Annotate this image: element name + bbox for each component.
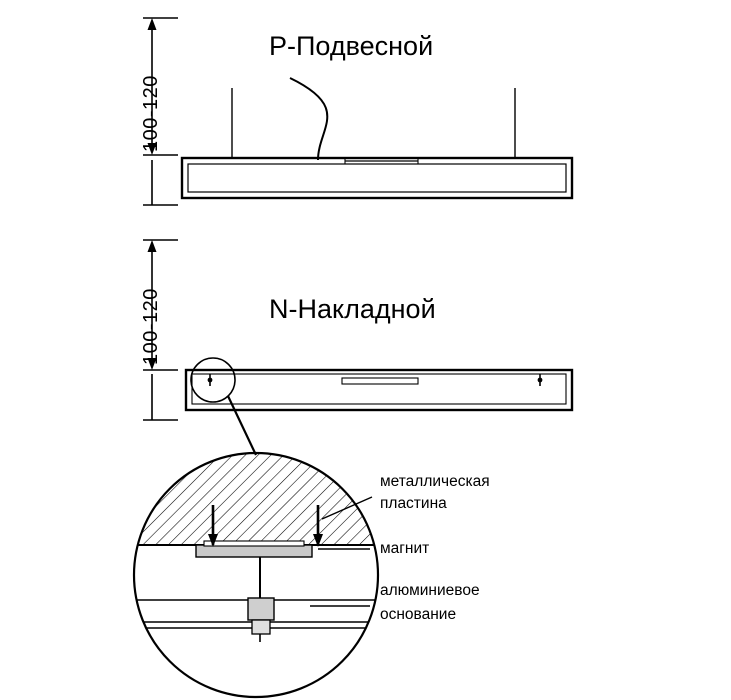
callout-plate-line2: пластина: [380, 495, 447, 512]
detail-view: [120, 453, 392, 697]
callout-magnet: магнит: [380, 540, 430, 557]
title-surface: N-Накладной: [269, 294, 436, 324]
callout-base-line1: алюминиевое: [380, 582, 480, 599]
fixture-suspended: [182, 78, 572, 198]
dimension-label-top: 100-120: [140, 75, 162, 152]
arrow-up-icon: [148, 240, 157, 252]
title-suspended: P-Подвесной: [269, 31, 434, 61]
callout-base-line2: основание: [380, 606, 457, 623]
dimension-label-bottom: 100-120: [140, 288, 162, 365]
arrow-up-icon: [148, 18, 157, 30]
callout-plate-line1: металлическая: [380, 473, 490, 490]
fixture-surface: [186, 358, 572, 455]
